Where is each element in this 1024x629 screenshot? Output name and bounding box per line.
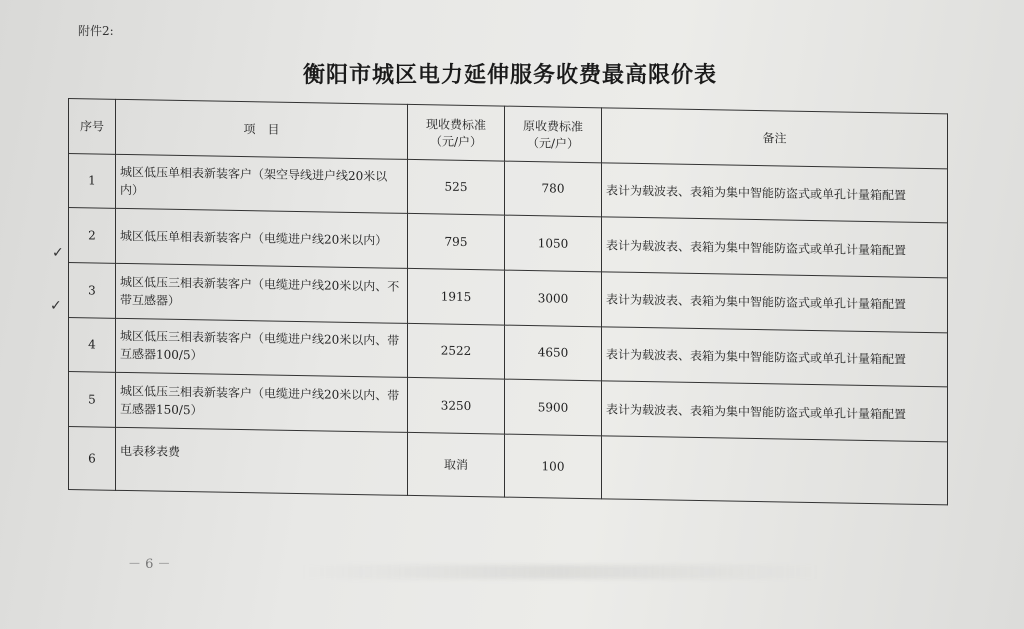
cell-current-fee: 取消 bbox=[408, 432, 505, 497]
cell-item: 城区低压三相表新装客户（电缆进户线20米以内、带互感器100/5） bbox=[116, 318, 408, 378]
attachment-label: 附件2: bbox=[78, 24, 114, 38]
cell-current-fee: 1915 bbox=[408, 268, 505, 324]
price-table bbox=[68, 98, 948, 505]
cell-original-fee: 4650 bbox=[505, 325, 602, 381]
cell-current-fee: 2522 bbox=[408, 323, 505, 379]
cell-original-fee: 780 bbox=[505, 161, 602, 217]
header-current-fee bbox=[408, 104, 505, 160]
cell-note: 表计为载波表、表箱为集中智能防盗式或单孔计量箱配置 bbox=[602, 162, 948, 223]
cell-item: 城区低压三相表新装客户（电缆进户线20米以内、带互感器150/5） bbox=[116, 373, 408, 433]
cell-no: 5 bbox=[69, 372, 116, 427]
cell-original-fee: 1050 bbox=[505, 215, 602, 271]
show-through-text bbox=[300, 565, 820, 579]
cell-current-fee: 795 bbox=[408, 214, 505, 270]
cell-original-fee: 3000 bbox=[505, 270, 602, 326]
header-item: 项 目 bbox=[116, 99, 408, 159]
header-note: 备注 bbox=[602, 108, 948, 169]
page-number: － 6 － bbox=[128, 557, 171, 572]
header-original-fee bbox=[505, 106, 602, 162]
cell-no: 6 bbox=[69, 426, 116, 490]
header-no: 序号 bbox=[69, 99, 116, 154]
cell-original-fee: 100 bbox=[505, 434, 602, 499]
cell-original-fee: 5900 bbox=[505, 379, 602, 435]
cell-item: 电表移表费 bbox=[116, 427, 408, 495]
document-title: 衡阳市城区电力延伸服务收费最高限价表 bbox=[302, 62, 717, 88]
cell-note bbox=[602, 436, 948, 505]
cell-note: 表计为载波表、表箱为集中智能防盗式或单孔计量箱配置 bbox=[602, 217, 948, 278]
header-original-line1: 原收费标准 bbox=[522, 118, 583, 134]
cell-note: 表计为载波表、表箱为集中智能防盗式或单孔计量箱配置 bbox=[602, 272, 948, 333]
header-current-line1: 现收费标准 bbox=[425, 117, 486, 133]
cell-no: 3 bbox=[69, 262, 116, 317]
cell-no: 1 bbox=[69, 153, 116, 208]
header-current-line2: （元/户） bbox=[429, 134, 483, 150]
cell-item: 城区低压三相表新装客户（电缆进户线20米以内、不带互感器） bbox=[116, 263, 408, 323]
cell-item: 城区低压单相表新装客户（架空导线进户线20米以内） bbox=[116, 154, 408, 214]
cell-note: 表计为载波表、表箱为集中智能防盗式或单孔计量箱配置 bbox=[602, 326, 948, 387]
header-original-line2: （元/户） bbox=[526, 135, 580, 151]
cell-current-fee: 525 bbox=[408, 159, 505, 215]
cell-no: 4 bbox=[69, 317, 116, 372]
cell-no: 2 bbox=[69, 208, 116, 263]
price-table-container bbox=[68, 98, 948, 505]
cell-note: 表计为载波表、表箱为集中智能防盗式或单孔计量箱配置 bbox=[602, 381, 948, 442]
check-mark: ✓ bbox=[50, 298, 62, 314]
cell-item: 城区低压单相表新装客户（电缆进户线20米以内） bbox=[116, 209, 408, 269]
check-mark: ✓ bbox=[52, 245, 64, 261]
cell-current-fee: 3250 bbox=[408, 378, 505, 434]
